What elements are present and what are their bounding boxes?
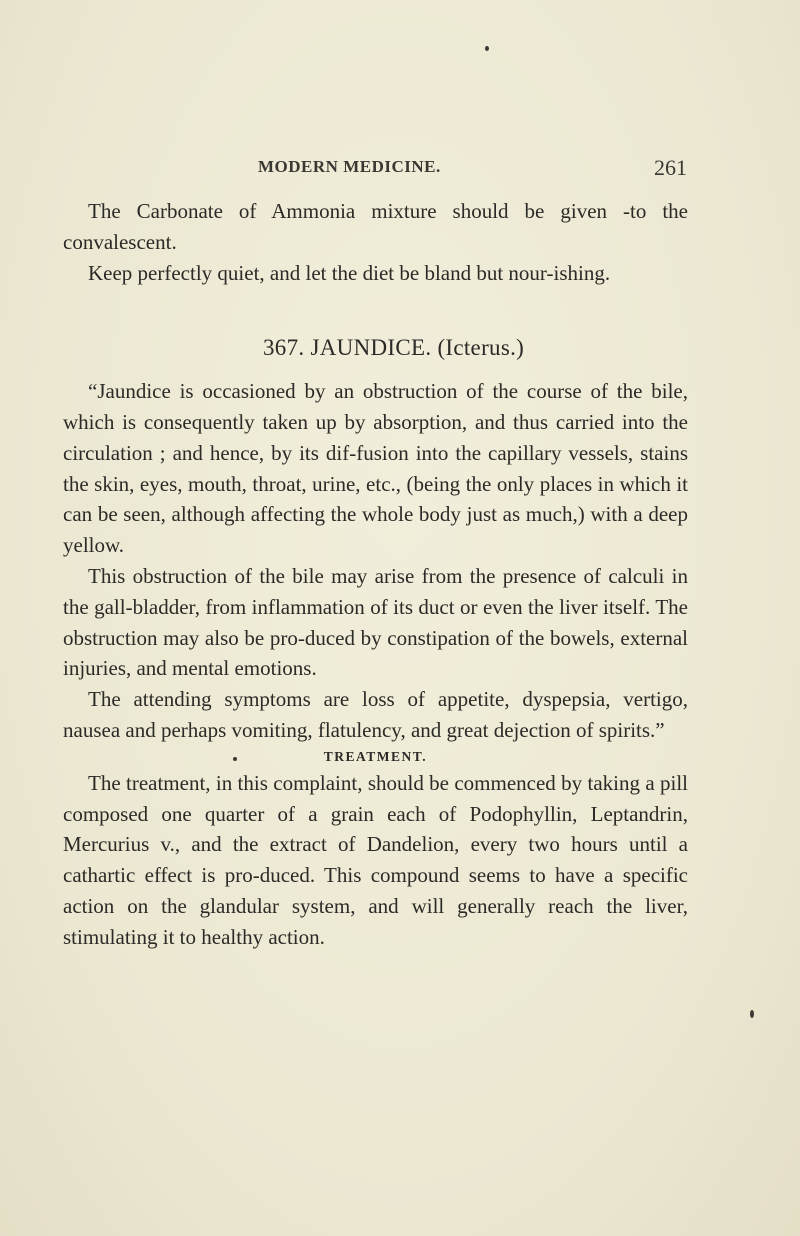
paragraph: The Carbonate of Ammonia mixture should be given -to the convalescent.: [63, 199, 688, 254]
running-title: MODERN MEDICINE.: [258, 157, 441, 176]
chapter-heading: 367. JAUNDICE. (Icterus.): [263, 335, 525, 361]
ink-speck: [750, 1010, 754, 1018]
paragraph: The treatment, in this complaint, should be commenced by taking a pill composed one quarter of a grain each of Podophyllin, Leptandrin, Mercurius v., and the extract of Dandelion, every two hours until a cathartic effect is pro-duced. This compound seems to have a specific action on the glandular system, and will generally reach the liver, stimulating it to healthy action.: [63, 770, 688, 949]
ink-speck: [485, 46, 489, 51]
page-number: 261: [654, 155, 687, 180]
section-heading: TREATMENT.: [323, 748, 428, 764]
paragraph: The attending symptoms are loss of appetite, dyspepsia, vertigo, nausea and perhaps vomiting, flatulency, and great dejection of spirits.”: [63, 687, 688, 742]
paragraph: “Jaundice is occasioned by an obstruction of the course of the bile, which is consequently taken up by absorption, and thus carried into the circulation ; and hence, by its dif-fusion into the capillary vessels, stains the skin, eyes, mouth, throat, urine, etc., (being the only places in which it can be seen, although affecting the whole body just as much,) with a deep yellow.: [63, 379, 688, 558]
paragraph: This obstruction of the bile may arise from the presence of calculi in the gall-bladder, from inflammation of its duct or even the liver itself. The obstruction may also be pro-duced by constipation of the bowels, external injuries, and mental emotions.: [63, 563, 688, 681]
body-text: [63, 196, 688, 953]
paragraph: Keep perfectly quiet, and let the diet be bland but nour-ishing.: [88, 260, 611, 285]
running-head: [0, 157, 800, 181]
